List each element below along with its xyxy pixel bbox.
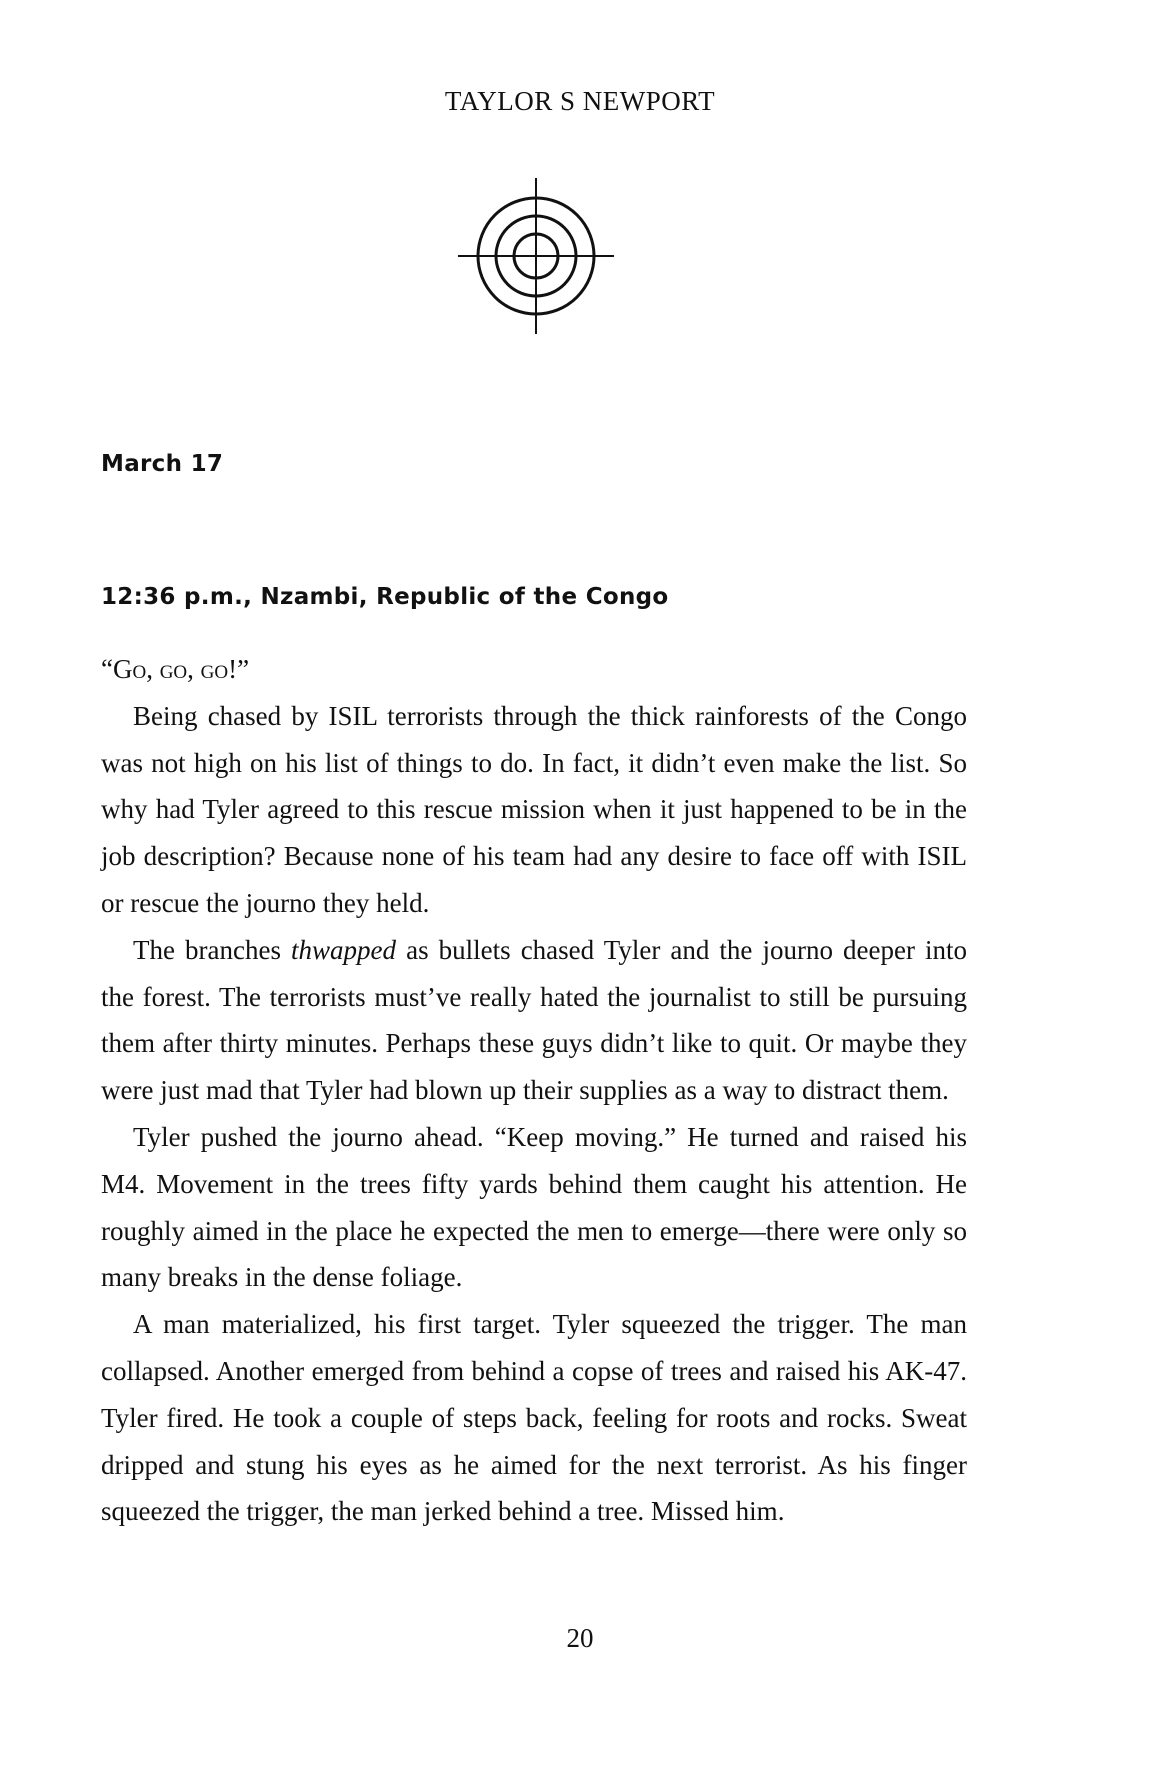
crosshair-icon [458, 178, 614, 334]
body-text [101, 646, 967, 1535]
paragraph-4: A man materialized, his first target. Tyler squeezed the trigger. The man collapsed. Another emerged from behind a copse of trees and raised his AK-47. Tyler fired. He took a couple of steps back, feeling for roots and rocks. Sweat dripped and stung his eyes as he aimed for the next terrorist. As his finger squeezed the trigger, the man jerked behind a tree. Missed him. [101, 1309, 967, 1527]
running-header: TAYLOR S NEWPORT [444, 86, 716, 116]
paragraph-1: Being chased by ISIL terrorists through the thick rainforests of the Congo was not high on his list of things to do. In fact, it didn’t even make the list. So why had Tyler agreed to this rescue mission when it just happened to be in the job description? Because none of his team had any desire to face off with ISIL or rescue the journo they held. [101, 700, 967, 918]
paragraph-2 [101, 927, 967, 1114]
chapter-time-place: 12:36 p.m., Nzambi, Republic of the Congo [101, 584, 669, 610]
paragraph-2-lead: The branches [133, 934, 292, 965]
paragraph-3: Tyler pushed the journo ahead. “Keep moving.” He turned and raised his M4. Movement in the trees fifty yards behind them caught his attention. He roughly aimed in the place he expected the men to emerge—there were only so many breaks in the dense foliage. [101, 1121, 967, 1293]
paragraph-2-emphasis: thwapped [291, 934, 397, 965]
paragraph-2-rest: as bullets chased Tyler and the journo deeper into the forest. The terrorists must’ve really hated the journalist to still be pursuing them after thirty minutes. Perhaps these guys didn’t like to quit. Or maybe they were just mad that Tyler had blown up their supplies as a way to distract them. [101, 934, 967, 1106]
chapter-date: March 17 [101, 451, 224, 477]
opening-quote: “Go, go, go!” [101, 654, 250, 684]
page-number: 20 [566, 1623, 594, 1653]
